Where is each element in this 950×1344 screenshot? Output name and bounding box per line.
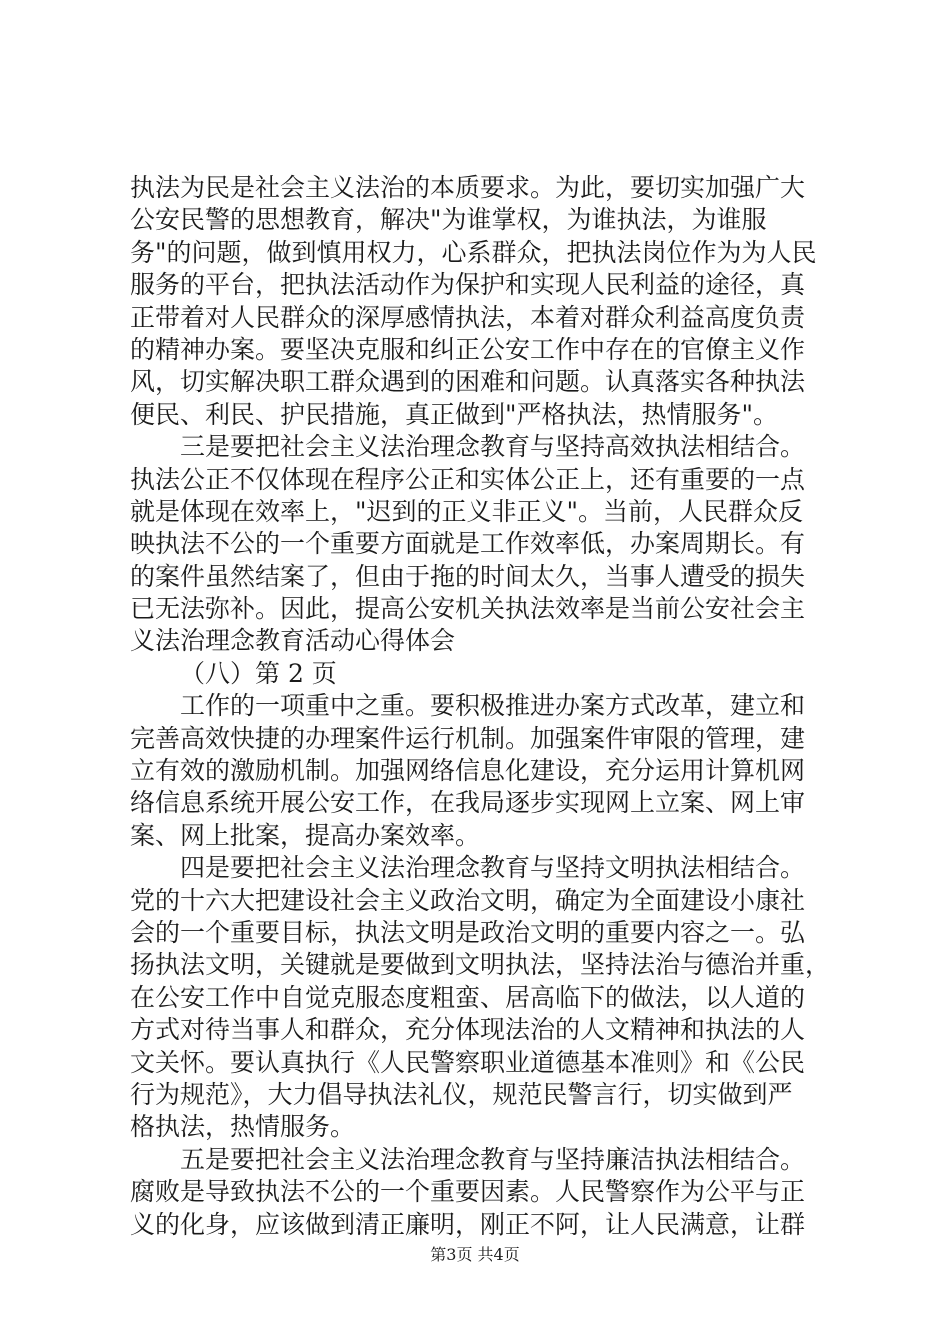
text-line: 便民、利民、护民措施，真正做到"严格执法，热情服务"。 xyxy=(130,399,779,429)
text-line: （八）第 2 页 xyxy=(180,658,337,688)
text-line: 方式对待当事人和群众，充分体现法治的人文精神和执法的人 xyxy=(130,1015,806,1045)
text-line: 完善高效快捷的办理案件运行机制。加强案件审限的管理，建 xyxy=(130,723,806,753)
text-line: 文关怀。要认真执行《人民警察职业道德基本准则》和《公民 xyxy=(130,1047,806,1077)
text-line: 案、网上批案，提高办案效率。 xyxy=(130,820,481,850)
text-line: 公安民警的思想教育，解决"为谁掌权，为谁执法，为谁服 xyxy=(130,205,767,235)
text-line: 义的化身，应该做到清正廉明，刚正不阿，让人民满意，让群 xyxy=(130,1209,806,1239)
text-line: 立有效的激励机制。加强网络信息化建设，充分运用计算机网 xyxy=(130,756,806,786)
text-line: 三是要把社会主义法治理念教育与坚持高效执法相结合。 xyxy=(180,432,806,462)
text-line: 正带着对人民群众的深厚感情执法，本着对群众利益高度负责 xyxy=(130,302,806,332)
text-line: 风，切实解决职工群众遇到的困难和问题。认真落实各种执法 xyxy=(130,367,806,397)
page-footer: 第3页 共4页 xyxy=(430,1245,520,1264)
text-line: 就是体现在效率上，"迟到的正义非正义"。当前，人民群众反 xyxy=(130,496,804,526)
document-body xyxy=(130,172,836,1241)
text-line: 执法公正不仅体现在程序公正和实体公正上，还有重要的一点 xyxy=(130,464,806,494)
text-line: 映执法不公的一个重要方面就是工作效率低，办案周期长。有 xyxy=(130,529,806,559)
text-line: 党的十六大把建设社会主义政治文明，确定为全面建设小康社 xyxy=(130,885,806,915)
text-line: 服务的平台，把执法活动作为保护和实现人民利益的途径，真 xyxy=(130,270,806,300)
text-line: 会的一个重要目标，执法文明是政治文明的重要内容之一。弘 xyxy=(130,917,806,947)
text-line: 已无法弥补。因此，提高公安机关执法效率是当前公安社会主 xyxy=(130,594,806,624)
text-line: 工作的一项重中之重。要积极推进办案方式改革，建立和 xyxy=(180,691,806,721)
text-line: 格执法，热情服务。 xyxy=(130,1112,356,1142)
text-line: 络信息系统开展公安工作，在我局逐步实现网上立案、网上审 xyxy=(130,788,806,818)
text-line: 行为规范》，大力倡导执法礼仪，规范民警言行，切实做到严 xyxy=(130,1079,793,1109)
text-line: 腐败是导致执法不公的一个重要因素。人民警察作为公平与正 xyxy=(130,1177,806,1207)
text-line: 五是要把社会主义法治理念教育与坚持廉洁执法相结合。 xyxy=(180,1144,806,1174)
text-line: 在公安工作中自觉克服态度粗蛮、居高临下的做法，以人道的 xyxy=(130,982,806,1012)
text-line: 扬执法文明，关键就是要做到文明执法，坚持法治与德治并重， xyxy=(130,950,831,980)
text-line: 的精神办案。要坚决克服和纠正公安工作中存在的官僚主义作 xyxy=(130,334,806,364)
text-line: 务"的问题，做到慎用权力，心系群众，把执法岗位作为为人民 xyxy=(130,237,817,267)
text-line: 的案件虽然结案了，但由于拖的时间太久，当事人遭受的损失 xyxy=(130,561,806,591)
text-line: 义法治理念教育活动心得体会 xyxy=(130,626,456,656)
text-line: 四是要把社会主义法治理念教育与坚持文明执法相结合。 xyxy=(180,853,806,883)
text-line: 执法为民是社会主义法治的本质要求。为此，要切实加强广大 xyxy=(130,173,806,202)
